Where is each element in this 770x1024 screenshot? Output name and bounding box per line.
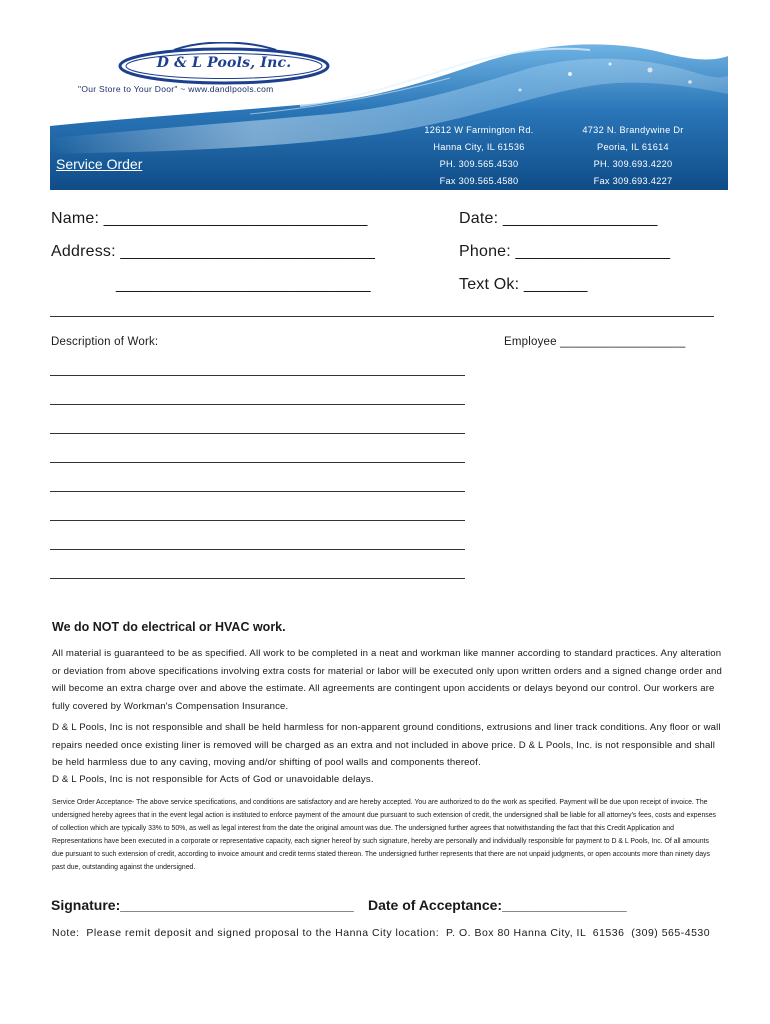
address-line2-field[interactable]: ____________________________ (116, 276, 371, 293)
name-field[interactable]: Name: _____________________________ (51, 210, 368, 227)
peoria-city: Peoria, IL 61614 (597, 142, 669, 152)
signature-field[interactable]: Signature:______________________________ (51, 897, 354, 913)
hanna-street: 12612 W Farmington Rd. (424, 125, 534, 135)
work-description-line[interactable] (50, 578, 465, 579)
section-divider (50, 316, 714, 317)
header-banner (50, 34, 728, 190)
acts-of-god-paragraph: D & L Pools, Inc is not responsible for Acts of God or unavoidable delays. (52, 774, 374, 785)
peoria-fax: Fax 309.693.4227 (593, 176, 673, 186)
date-field[interactable]: Date: _________________ (459, 210, 658, 227)
employee-field[interactable]: Employee ___________________ (504, 336, 686, 348)
remit-note: Note: Please remit deposit and signed proposal to the Hanna City location: P. O. Box 80 Hanna City, IL 61536 (309) 565-4530 (52, 927, 711, 939)
description-of-work-label: Description of Work: (51, 336, 159, 348)
peoria-phone: PH. 309.693.4220 (593, 159, 673, 169)
acceptance-fine-print: Service Order Acceptance- The above service specifications, and conditions are satisfactory and are hereby accepted. You are authorized to do the work as specified. Payment will be due upon receipt of invoice. The undersigned hereby agrees that in the event legal action is instituted to enforce payment of the amount due pursuant to such extension of credit, the undersigned shall be liable for all attorney's fees, costs and expenses of collection which are typically 33% to 50%, as well as legal interest from the date the original amount was due. The undersigned further agrees that notwithstanding the fact that this Credit Application and Representations have been executed in a corporate or representative capacity, each signer hereof by such signature, hereby are personally and individually responsible for payment to D & L Pools, Inc. Of all amounts due pursuant to such extension of credit, according to invoice amount and credit terms stated thereon. The undersigned further represents that there are not unpaid judgments, or open accounts more than ninety days past due, outstanding against the undersigned. (52, 799, 716, 872)
hanna-city-address (404, 122, 554, 190)
work-description-line[interactable] (50, 549, 465, 550)
tagline: "Our Store to Your Door" ~ www.dandlpools.com (78, 84, 274, 94)
hanna-phone: PH. 309.565.4530 (439, 159, 519, 169)
work-description-line[interactable] (50, 462, 465, 463)
address-field[interactable]: Address: ____________________________ (51, 243, 376, 260)
work-description-line[interactable] (50, 375, 465, 376)
warranty-paragraph: All material is guaranteed to be as specified. All work to be completed in a neat and workman like manner according to standard practices. Any alteration or deviation from above specifications involving extra costs for material or labor will be executed only upon written orders and a signed change order and will become an extra charge over and above the estimate. All agreements are contingent upon accidents or delays beyond our control. Our workers are fully covered by Workman's Compensation Insurance. (52, 648, 722, 712)
company-logo (116, 42, 332, 104)
work-description-line[interactable] (50, 491, 465, 492)
work-description-line[interactable] (50, 404, 465, 405)
no-electrical-heading: We do NOT do electrical or HVAC work. (52, 620, 286, 634)
hanna-fax: Fax 309.565.4580 (439, 176, 519, 186)
hanna-city: Hanna City, IL 61536 (433, 142, 525, 152)
peoria-street: 4732 N. Brandywine Dr (582, 125, 684, 135)
logo-text: D & L Pools, Inc. (156, 55, 292, 71)
work-description-line[interactable] (50, 520, 465, 521)
text-ok-field[interactable]: Text Ok: _______ (459, 276, 588, 293)
peoria-address (558, 122, 708, 190)
date-of-acceptance-field[interactable]: Date of Acceptance:________________ (368, 897, 627, 913)
work-description-line[interactable] (50, 433, 465, 434)
liability-paragraph: D & L Pools, Inc is not responsible and shall be held harmless for non-apparent ground conditions, extrusions and liner track conditions. Any floor or wall repairs needed once existing liner is removed will be charged as an extra and not included in above price. D & L Pools, Inc. is not responsible and shall be held harmless due to any caving, moving and/or shifting of pool walls and components thereof. (52, 722, 721, 768)
phone-field[interactable]: Phone: _________________ (459, 243, 671, 260)
service-order-title: Service Order (56, 156, 143, 172)
